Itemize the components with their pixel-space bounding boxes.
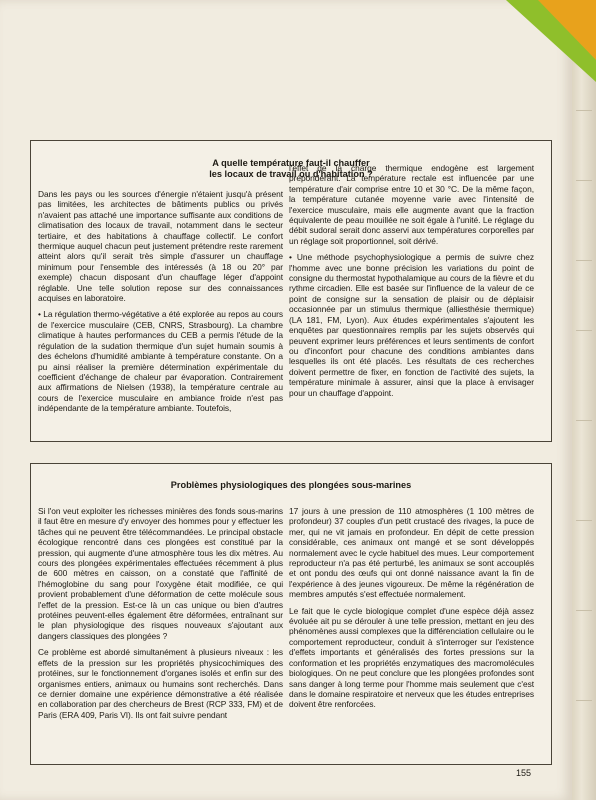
paragraph: Ce problème est abordé simultanément à plusieurs niveaux : les effets de la pression sur les propriétés physicochimiques des protéines, sur le fonctionnement d'organes isolés et enfin sur des organismes entiers, animaux ou humains sont recherchés. Dans ce dernier domaine une expérience démonstrative a été réalisée en collaboration par des chercheurs de Brest (RCP 333, FM) et de Paris (ERA 409, Paris VI). Ils ont fait suivre pendant (38, 647, 283, 720)
column-left (38, 189, 283, 420)
paragraph: Le fait que le cycle biologique complet d'une espèce déjà assez évoluée ait pu se dérouler à une telle pression, mettant en jeu des phénomènes aussi complexes que la différenciation cellulaire ou le comportement reproducteur, conduit à s'interroger sur l'existence d'effets importants et généralisés des fortes pressions sur la conformation et les propriétés enzymatiques des macromolécules biologiques. On ne peut conclure que les plongées profondes sont sans danger à long terme pour l'homme mais seulement que c'est dans le domaine respiratoire et nerveux que les études entreprises doivent être renforcées. (289, 605, 534, 710)
page-edge (572, 0, 596, 800)
paragraph: l'effet de la charge thermique endogène est largement prépondérant. La température rectale est influencée par une température d'air comprise entre 10 et 30 °C. De la même façon, la température cutanée moyenne varie avec l'intensité de l'exercice musculaire, mais elle augmente avant que la fraction équivalente de peau mouillée ne soit égale à l'unité. Le réglage du débit sudoral serait donc asservi aux températures corporelles par un réglage soit proportionnel, soit dérivé. (289, 163, 534, 246)
title-line-2: les locaux de travail ou d'habitation ? (209, 169, 373, 179)
article-title-diving: Problèmes physiologiques des plongées sous-marines (170, 480, 412, 490)
paragraph: • La régulation thermo-végétative a été explorée au repos au cours de l'exercice musculaire (CEB, CNRS, Strasbourg). La chambre climatique à hautes performances du CEB a permis l'étude de la régulation de la sudation thermique d'un sujet humain soumis à des échelons d'humidité ambiante à température constante. On a pu ainsi réaliser la première détermination expérimentale du coefficient d'échange de chaleur par évaporation. Contrairement aux affirmations de Nielsen (1938), la température centrale au cours de l'exercice musculaire en ambiance froide n'est pas indépendante de la température ambiante. Toutefois, (38, 309, 283, 414)
paragraph: • Une méthode psychophysiologique a permis de suivre chez l'homme avec une bonne précision les variations du point de consigne du thermostat hypothalamique au cours de la fièvre et du rythme circadien. Elle est basée sur l'influence de la valeur de ce point de consigne sur la sensation de plaisir ou de déplaisir occasionnée par un stimulus thermique (alliesthésie thermique) (LA 181, FM, Lyon). Aux études expérimentales s'ajoutent les enquêtes par questionnaires remplis par les sujets observés qui peuvent exprimer leurs préférences et leurs sentiments de confort ou d'inconfort pour chacune des conditions ambiantes dans lesquelles ils ont été placés. Les résultats de ces recherches doivent permettre de fixer, en fonction de l'activité des sujets, la température minimale à assurer, ainsi que la place à envisager pour un chauffage d'appoint. (289, 252, 534, 398)
paragraph: 17 jours à une pression de 110 atmosphères (1 100 mètres de profondeur) 37 couples d'un petit crustacé des rivages, la puce de mer, qui ne vit jamais en profondeur. En dépit de cette pression considérable, ces animaux ont mangé et se sont développés normalement avec le cycle habituel des mues. Leur comportement reproducteur n'a pas été perturbé, les animaux se sont accouplés et ont pondu des œufs qui ont donné naissance avant la fin de l'expérience à des jeunes vigoureux. De même la régénération de membres amputés s'est effectuée normalement. (289, 506, 534, 600)
column-left (38, 506, 283, 726)
corner-tab-orange (538, 0, 596, 60)
column-right (289, 163, 534, 404)
page-number: 155 (516, 768, 532, 778)
article-box-diving (30, 463, 552, 765)
paragraph: Si l'on veut exploiter les richesses minières des fonds sous-marins il faut être en mesure d'y envoyer des hommes pour y effectuer les tâches qui ne peuvent être télécommandées. Le principal obstacle écologique rencontré dans ces plongées est constitué par la pression, qui augmente d'une atmosphère tous les dix mètres. Au cours des plongées expérimentales effectuées récemment à plus de 600 mètres en caisson, on a constaté que l'affinité de l'hémoglobine du sang pour l'oxygène était modifiée, ce qui provient probablement d'une déformation de cette molécule sous l'effet de la pression. Est-ce là un cas unique ou bien d'autres protéines peuvent-elles également être déformées, entraînant sur le plan physiologique des risques nouveaux s'ajoutant aux dangers classiques des plongées ? (38, 506, 283, 641)
title-line-1: A quelle température faut-il chauffer (212, 158, 370, 168)
paragraph: Dans les pays ou les sources d'énergie n'étaient jusqu'à présent pas limitées, les architectes de bâtiments publics ou privés n'avaient pas attaché une importance suffisante aux conditions de climatisation des locaux de travail, notamment dans le secteur tertiaire, et des habitations à chauffage collectif. Le confort thermique auquel chacun peut justement prétendre reste rarement atteint alors qu'il serait très simple d'assurer un chauffage minimum pour l'ensemble des intéressés (à 18 ou 20° par exemple) chacun disposant d'un chauffage léger d'appoint réglable. Une telle solution repose sur des connaissances acquises en laboratoire. (38, 189, 283, 304)
article-box-heating (30, 140, 552, 442)
column-right (289, 506, 534, 716)
